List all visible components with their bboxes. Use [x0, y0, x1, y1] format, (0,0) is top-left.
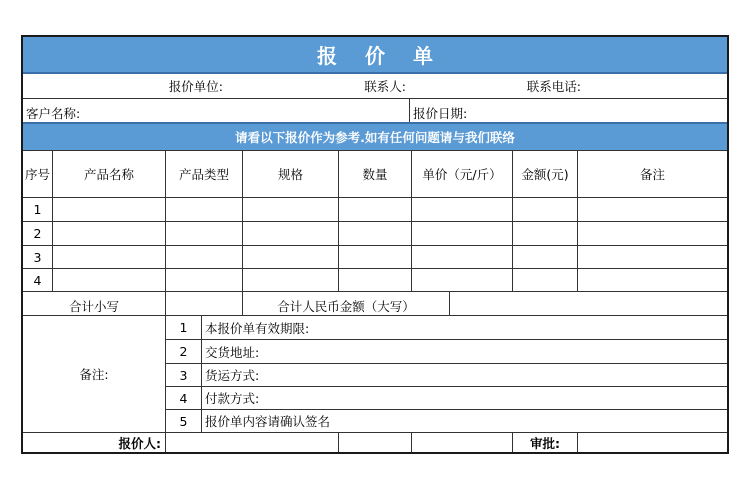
- remark-index: 1: [165, 315, 201, 339]
- customer-name-label[interactable]: 客户名称:: [23, 98, 409, 122]
- header-remark: 备注: [577, 150, 727, 197]
- quote-unit-label: 报价单位:: [168, 79, 223, 94]
- header-product-type: 产品类型: [165, 150, 242, 197]
- remark-validity[interactable]: 本报价单有效期限:: [201, 315, 727, 339]
- row-index: 2: [23, 221, 52, 245]
- header-unit-price: 单价（元/斤）: [411, 150, 512, 197]
- header-quantity: 数量: [338, 150, 411, 197]
- header-index: 序号: [23, 150, 52, 197]
- header-product-name: 产品名称: [52, 150, 165, 197]
- cell-product-name[interactable]: [52, 268, 165, 291]
- cell-unit-price[interactable]: [411, 245, 512, 268]
- cell-product-type[interactable]: [165, 245, 242, 268]
- cell-product-type[interactable]: [165, 268, 242, 291]
- cell-quantity[interactable]: [338, 245, 411, 268]
- cell-remark[interactable]: [577, 268, 727, 291]
- remark-payment-method[interactable]: 付款方式:: [201, 386, 727, 409]
- cell-remark[interactable]: [577, 245, 727, 268]
- cell-spec[interactable]: [242, 197, 338, 221]
- remark-shipping-method[interactable]: 货运方式:: [201, 363, 727, 386]
- cell-quantity[interactable]: [338, 268, 411, 291]
- cell-spec[interactable]: [242, 221, 338, 245]
- cell-amount[interactable]: [512, 268, 577, 291]
- cell-product-name[interactable]: [52, 197, 165, 221]
- total-rmb-value[interactable]: [449, 291, 727, 315]
- cell-remark[interactable]: [577, 221, 727, 245]
- notice-banner: 请看以下报价作为参考.如有任何问题请与我们联络: [23, 122, 727, 150]
- total-small-label: 合计小写: [23, 291, 165, 315]
- header-amount: 金额(元): [512, 150, 577, 197]
- quoter-field[interactable]: [165, 432, 338, 452]
- total-small-value[interactable]: [165, 291, 242, 315]
- approval-field[interactable]: [577, 432, 727, 452]
- cell-spec[interactable]: [242, 268, 338, 291]
- phone-field[interactable]: [585, 74, 727, 98]
- cell-amount[interactable]: [512, 197, 577, 221]
- blank-field[interactable]: [411, 432, 512, 452]
- page-title: 报价单: [23, 37, 727, 74]
- cell-unit-price[interactable]: [411, 221, 512, 245]
- remarks-label: 备注:: [23, 315, 165, 432]
- cell-quantity[interactable]: [338, 221, 411, 245]
- row-index: 3: [23, 245, 52, 268]
- quoter-field-2[interactable]: [338, 432, 411, 452]
- total-rmb-label: 合计人民币金额（大写）: [242, 291, 449, 315]
- cell-unit-price[interactable]: [411, 197, 512, 221]
- remark-index: 5: [165, 409, 201, 432]
- remark-delivery-address[interactable]: 交货地址:: [201, 339, 727, 363]
- remark-index: 2: [165, 339, 201, 363]
- header-spec: 规格: [242, 150, 338, 197]
- remark-index: 4: [165, 386, 201, 409]
- quotation-sheet: [21, 35, 729, 454]
- remark-signature[interactable]: 报价单内容请确认签名: [201, 409, 727, 432]
- cell-amount[interactable]: [512, 245, 577, 268]
- phone-label: 联系电话:: [526, 79, 581, 94]
- quoter-label: 报价人:: [23, 432, 165, 452]
- contact-label: 联系人:: [364, 79, 406, 94]
- cell-quantity[interactable]: [338, 197, 411, 221]
- cell-unit-price[interactable]: [411, 268, 512, 291]
- remark-index: 3: [165, 363, 201, 386]
- row-index: 4: [23, 268, 52, 291]
- quote-date-label[interactable]: 报价日期:: [409, 98, 727, 122]
- cell-product-type[interactable]: [165, 197, 242, 221]
- cell-spec[interactable]: [242, 245, 338, 268]
- cell-amount[interactable]: [512, 221, 577, 245]
- approval-label: 审批:: [512, 432, 577, 452]
- contact-field[interactable]: [410, 74, 490, 98]
- row-index: 1: [23, 197, 52, 221]
- cell-product-name[interactable]: [52, 245, 165, 268]
- cell-remark[interactable]: [577, 197, 727, 221]
- cell-product-name[interactable]: [52, 221, 165, 245]
- cell-product-type[interactable]: [165, 221, 242, 245]
